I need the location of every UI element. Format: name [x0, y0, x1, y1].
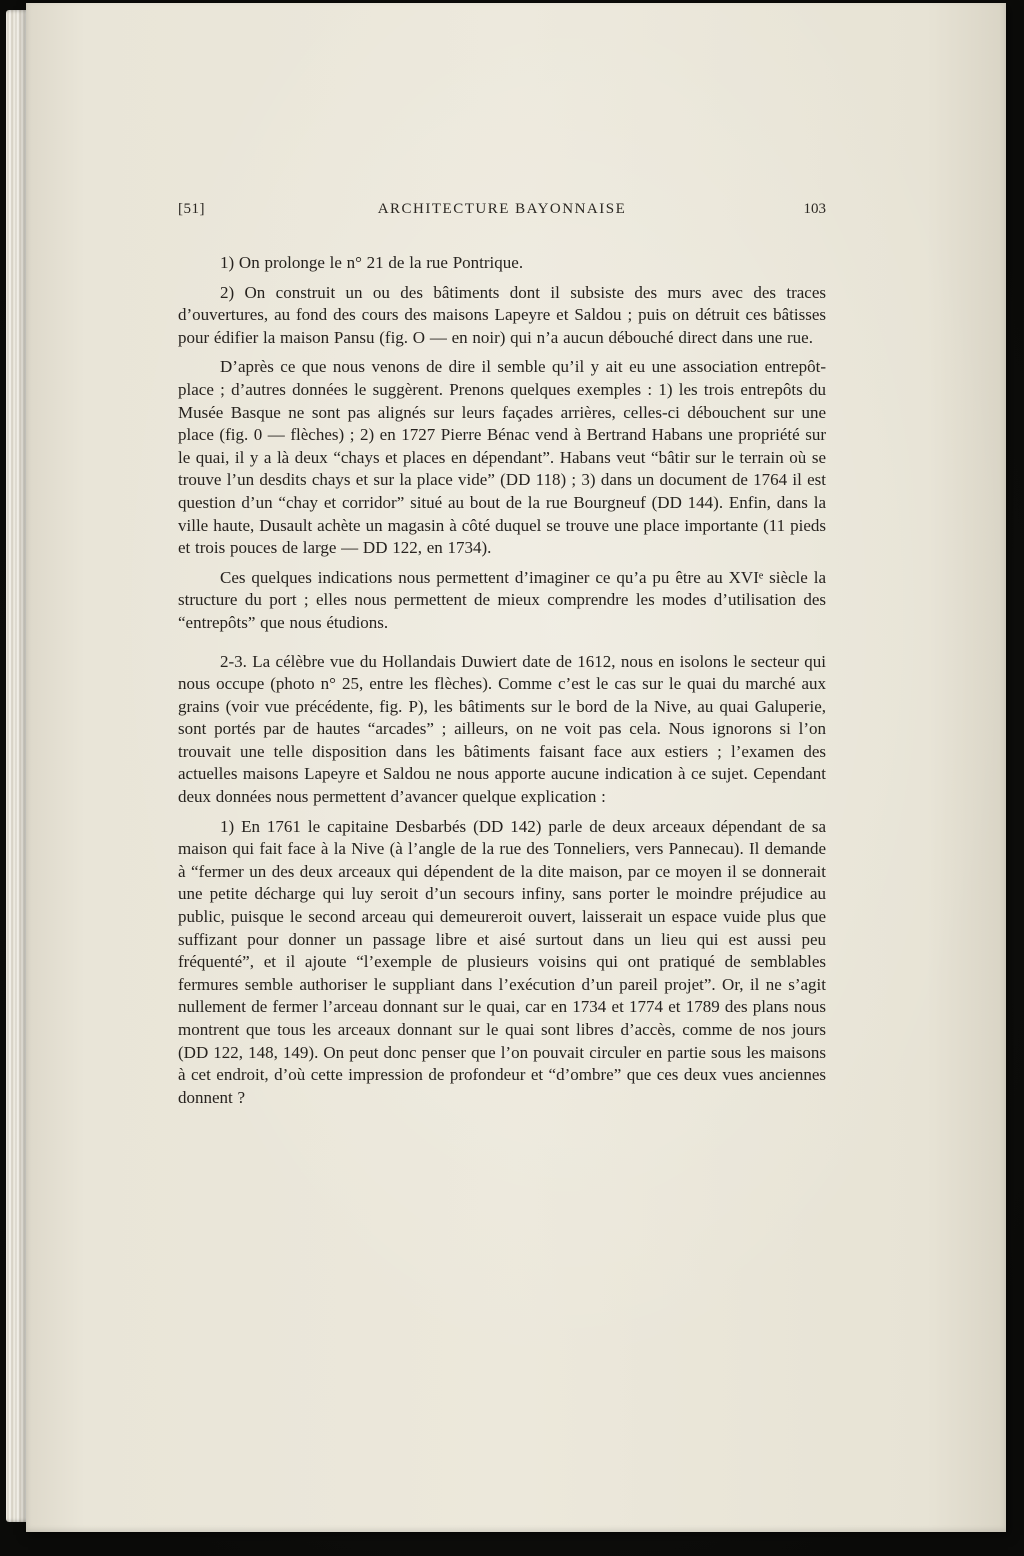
paragraph-5: 2-3. La célèbre vue du Hollandais Duwiert date de 1612, nous en isolons le secteur qui nous occupe (photo n° 25, entre les flèches). Comme c’est le cas sur le quai du marché aux grains (voir vue précédente, fig. P), les bâtiments sur le bord de la Nive, au quai Galuperie, sont portés par de hautes “arcades” ; ailleurs, on ne voit pas cela. Nous ignorons si l’on trouvait une telle disposition dans les bâtiments faisant face aux estiers ; l’examen des actuelles maisons Lapeyre et Saldou ne nous apporte aucune indication à ce sujet. Cependant deux données nous permettent d’avancer quelque explication : — [178, 651, 826, 807]
paragraph-6: 1) En 1761 le capitaine Desbarbés (DD 142) parle de deux arceaux dépendant de sa maison qui fait face à la Nive (à l’angle de la rue des Tonneliers, vers Pannecau). Il demande à “fermer un des deux arceaux qui dépendent de la dite maison, par ce moyen il se donnerait une petite décharge qui luy seroit d’un secours infiny, sans porter le moindre préjudice au public, puisque le second arceau qui demeureroit ouvert, laisserait un espace vuide plus que suffizant pour donner un passage libre et aisé surtout dans un lieu qui est aussi peu fréquenté”, et il ajoute “l’exemple de plusieurs voisins qui ont pratiqué de semblables fermures semble authoriser le suppliant dans l’exécution d’un pareil projet”. Or, il ne s’agit nullement de fermer l’arceau donnant sur le quai, car en 1734 et 1774 et 1789 des plans nous montrent que tous les arceaux donnant sur le quai sont libres d’accès, comme de nos jours (DD 122, 148, 149). On peut donc penser que l’on pouvait circuler en partie sous les maisons à cet endroit, d’où cette impression de profondeur et “d’ombre” que ces deux vues anciennes donnent ? — [178, 816, 826, 1107]
body-text — [178, 252, 826, 1109]
paragraph-4: Ces quelques indications nous permettent d’imaginer ce qu’a pu être au XVIᵉ siècle la structure du port ; elles nous permettent de mieux comprendre les modes d’utilisation des “entrepôts” que nous étudions. — [178, 567, 826, 632]
paragraph-1: 1) On prolonge le n° 21 de la rue Pontrique. — [220, 253, 524, 272]
running-title: ARCHITECTURE BAYONNAISE — [377, 201, 627, 217]
section-marker: [51] — [178, 201, 205, 217]
paragraph-2: 2) On construit un ou des bâtiments dont il subsiste des murs avec des traces d’ouvertures, au fond des cours des maisons Lapeyre et Saldou ; puis on détruit ces bâtisses pour édifier la maison Pansu (fig. O — en noir) qui n’a aucun débouché direct dans une rue. — [178, 282, 826, 347]
book-page — [26, 3, 1006, 1532]
page-content — [178, 201, 826, 1110]
paragraph-3: D’après ce que nous venons de dire il semble qu’il y ait eu une association entrepôt-place ; d’autres données le suggèrent. Prenons quelques exemples : 1) les trois entrepôts du Musée Basque ne sont pas alignés sur leurs façades arrières, celles-ci débouchent sur une place (fig. 0 — flèches) ; 2) en 1727 Pierre Bénac vend à Bertrand Habans une propriété sur le quai, il y a là deux “chays et places en dépendant”. Habans veut “bâtir sur le terrain où se trouve l’un desdits chays et sur la place vide” (DD 118) ; 3) dans un document de 1764 il est question d’un “chay et corridor” situé au bout de la rue Bourgneuf (DD 144). Enfin, dans la ville haute, Dusault achète un magasin à côté duquel se trouve une place importante (11 pieds et trois pouces de large — DD 122, en 1734). — [178, 357, 826, 558]
page-number: 103 — [803, 201, 826, 217]
running-header — [178, 201, 826, 218]
